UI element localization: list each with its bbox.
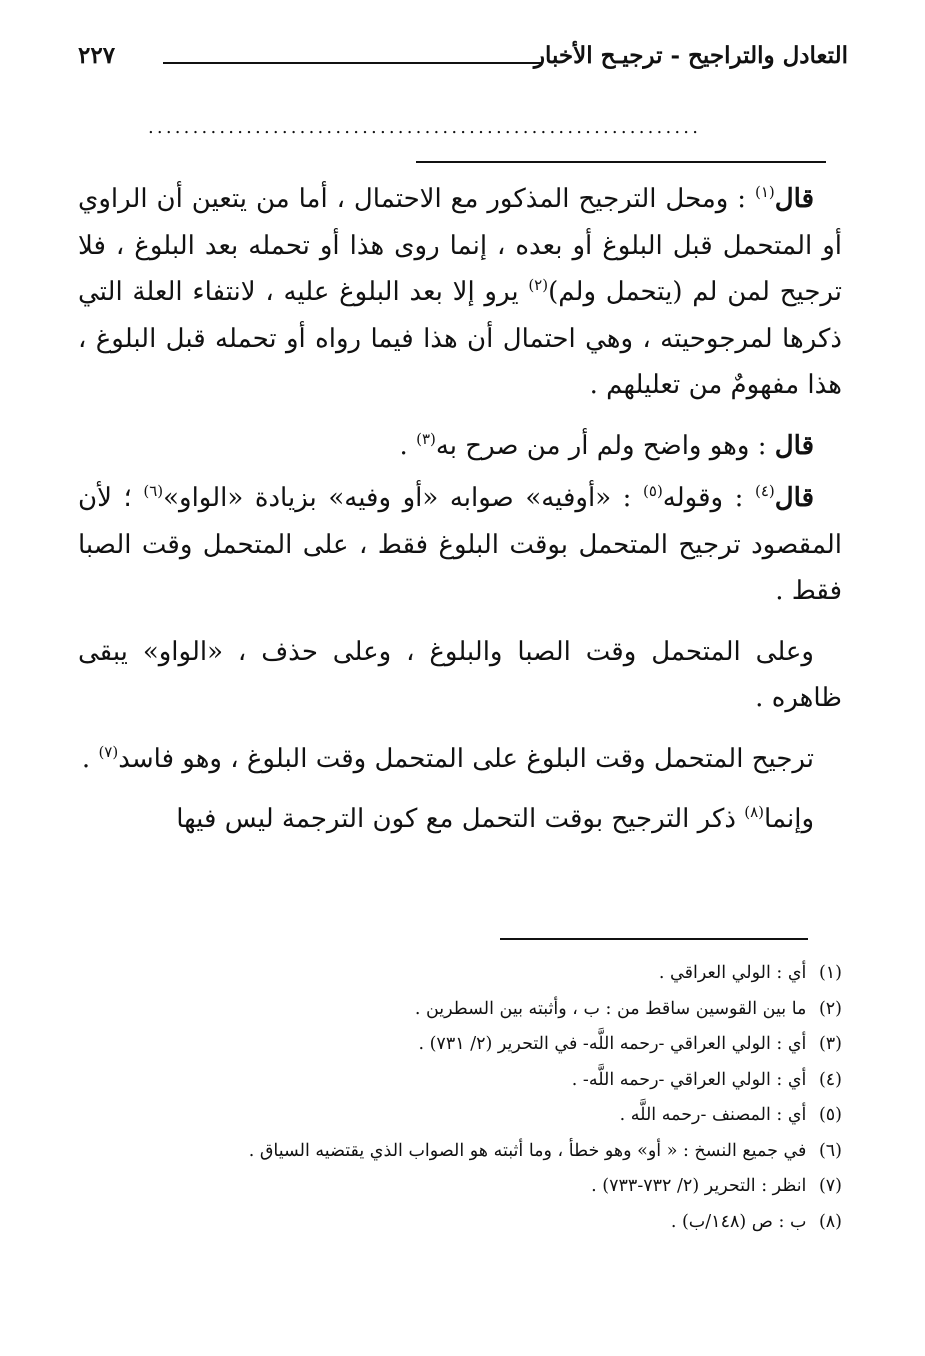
paragraph-text: ذكر الترجيح بوقت التحمل مع كون الترجمة ليس فيها <box>176 804 745 834</box>
paragraph <box>78 176 842 409</box>
header-rule <box>163 62 543 64</box>
paragraph-lead: قال <box>774 184 814 214</box>
footnote-number: (٥) <box>818 1105 842 1125</box>
footnote-number: (١) <box>818 963 842 983</box>
paragraph-lead: قال <box>774 483 814 513</box>
footnote-text: ما بين القوسين ساقط من : ب ، وأثبته بين السطرين . <box>414 998 807 1019</box>
paragraph-text: : وقوله <box>662 483 755 513</box>
paragraph-text: يرو إلا بعد البلوغ عليه ، لانتفاء العلة التي ذكرها لمرجوحيته ، وهي احتمال أن هذا فيما رواه أو تحمله قبل البلوغ ، هذا مفهومٌ من تعليلهم . <box>78 277 842 400</box>
running-header <box>78 42 848 82</box>
footnote <box>120 1063 842 1099</box>
footnote-text: انظر : التحرير (٢/ ٧٣٢-٧٣٣) . <box>591 1176 807 1196</box>
footnote <box>120 1027 842 1063</box>
footnote-number: (٦) <box>818 1140 842 1161</box>
paragraph-text: : «أوفيه» صوابه «أو وفيه» بزيادة «الواو» <box>163 483 644 513</box>
paragraph-text: وعلى المتحمل وقت الصبا والبلوغ ، وعلى حذف ، «الواو» يبقى ظاهره . <box>78 636 842 713</box>
paragraph <box>78 796 842 843</box>
footnote-ref: (٤) <box>754 482 775 500</box>
paragraph <box>78 736 842 783</box>
footnote-text: أي : الولي العراقي -رحمه اللَّه- . <box>571 1069 807 1090</box>
running-title: التعادل والتراجيح - ترجيـح الأخبار <box>533 42 848 69</box>
footnote-number: (٨) <box>818 1211 842 1232</box>
footnote-text: أي : المصنف -رحمه اللَّه . <box>619 1105 807 1125</box>
footnote-number: (٤) <box>818 1069 842 1090</box>
footnote-ref: (٧) <box>98 742 119 761</box>
section-rule <box>416 161 826 163</box>
footnote-text: أي : الولي العراقي . <box>658 963 807 983</box>
paragraph-text: وإنما <box>764 804 814 834</box>
page-number: ٢٢٧ <box>78 42 116 69</box>
paragraph <box>78 475 842 615</box>
footnote-ref: (٥) <box>643 482 663 500</box>
footnote <box>120 956 842 992</box>
paragraph-text: : وهو واضح ولم أر من صرح به <box>435 430 775 461</box>
footnote-ref: (٢) <box>528 276 549 294</box>
footnote-number: (٢) <box>818 998 842 1019</box>
paragraph-text: ترجيح المتحمل وقت البلوغ على المتحمل وقت البلوغ ، وهو فاسد <box>118 743 814 774</box>
footnote-text: أي : الولي العراقي -رحمه اللَّه- في التحرير (٢/ ٧٣١) . <box>418 1034 807 1054</box>
paragraph-text: . <box>399 430 417 461</box>
footnote-text: في جميع النسخ : « أو» وهو خطأ ، وما أثبته هو الصواب الذي يقتضيه السياق . <box>248 1140 807 1161</box>
paragraph-text: ؛ لأن المقصود ترجيح المتحمل بوقت البلوغ فقط ، على المتحمل وقت الصبا فقط . <box>78 483 842 606</box>
paragraph-text: : ومحل الترجيح المذكور مع الاحتمال ، أما من يتعين أن الراوي أو المتحمل قبل البلوغ أو بعده ، إنما روى هذا أو تحمله بعد البلوغ ، فلا ترجيح لمن لم (يتحمل ولم) <box>78 184 842 307</box>
footnote-text: ب : ص (١٤٨/ب) . <box>670 1211 807 1232</box>
footnote <box>120 992 842 1028</box>
main-text <box>78 176 842 857</box>
footnote-rule <box>500 938 808 940</box>
paragraph <box>78 629 842 722</box>
footnote <box>120 1098 842 1134</box>
footnote-ref: (١) <box>754 183 775 201</box>
footnote <box>120 1134 842 1170</box>
footnote <box>120 1169 842 1205</box>
footnote <box>120 1205 842 1241</box>
footnote-number: (٣) <box>818 1034 842 1054</box>
footnote-ref: (٦) <box>143 482 164 500</box>
footnote-ref: (٨) <box>744 803 765 821</box>
footnotes <box>120 956 842 1240</box>
paragraph-text: . <box>81 743 99 774</box>
dotted-separator: .............................................................. <box>148 118 702 138</box>
paragraph <box>78 423 842 470</box>
footnote-number: (٧) <box>818 1176 842 1196</box>
footnote-ref: (٣) <box>416 429 436 448</box>
paragraph-lead: قال <box>774 430 814 461</box>
